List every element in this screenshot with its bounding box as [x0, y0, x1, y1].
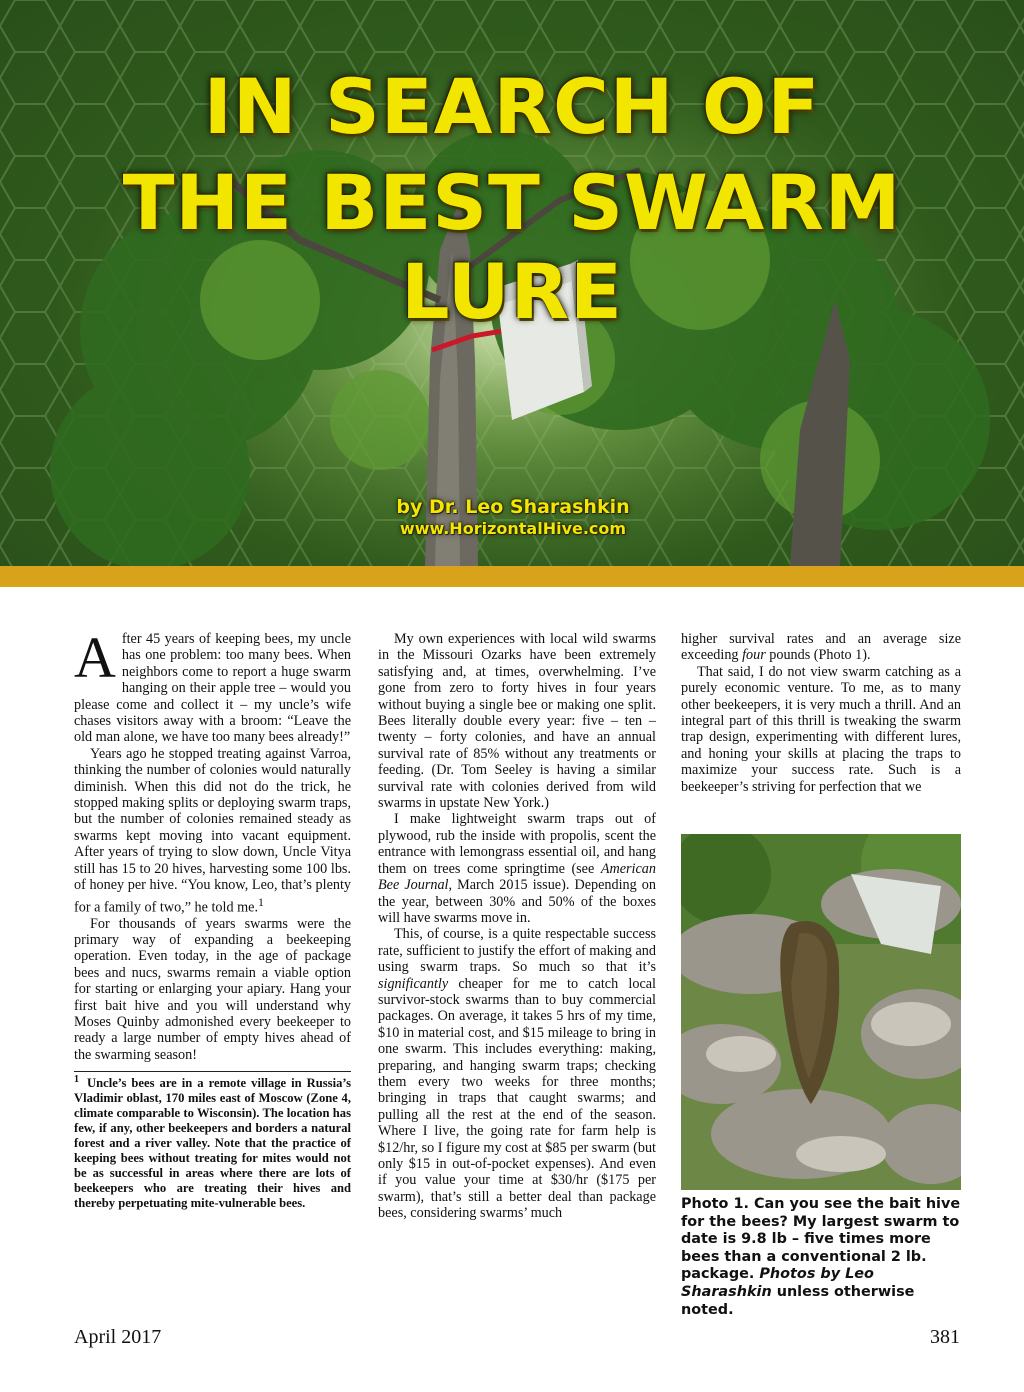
drop-cap: A	[74, 625, 116, 690]
swarm-photo-image	[681, 834, 961, 1190]
column-3	[681, 631, 961, 795]
paragraph-4: My own experiences with local wild swarms in the Missouri Ozarks have been extremely satisfying and, at times, overwhelming. I’ve gone from zero to forty hives in four years without buying a single bee or making one split. Bees literally double every year: five – ten – twenty – forty colonies, and have an annual survival rate of 85% without any treatments or feeding. (Dr. Tom Seeley is having a similar survival rate with colonies derived from wild swarms in upstate New York.)	[378, 631, 656, 812]
column-2	[378, 631, 656, 1222]
footnote	[74, 1072, 351, 1211]
paragraph-7-text-a: higher survival rates and an average size exceeding	[681, 631, 961, 664]
paragraph-2	[74, 746, 351, 916]
emphasis-significantly: significantly	[378, 975, 449, 992]
photo-caption	[681, 1196, 963, 1319]
caption-text-b: unless otherwise noted.	[681, 1283, 915, 1318]
author-website: www.HorizontalHive.com	[399, 519, 627, 538]
column-1	[74, 625, 351, 1211]
caption-text-a: Photo 1. Can you see the bait hive for the bees? My largest swarm to date is 9.8 lb – five times more bees than a conventional 2 lb. package.	[681, 1196, 961, 1283]
footnote-reference: 1	[258, 894, 264, 909]
emphasis-four: four	[742, 647, 766, 664]
paragraph-7	[681, 631, 961, 664]
paragraph-1-text: fter 45 years of keeping bees, my uncle has one problem: too many bees. When neighbors come to report a huge swarm hanging on their apple tree – would you please come and collect it – my uncle’s wife chases visitors away with a broom: “Leave the old man alone, we have too many bees already!”	[74, 631, 351, 746]
page-number: 381	[930, 1326, 960, 1348]
article-title-line-1: IN SEARCH OF	[203, 62, 821, 151]
paragraph-2-text: Years ago he stopped treating against Varroa, thinking the number of colonies would naturally diminish. When this did not do the trick, he stopped making splits or deploying swarm traps, but the number of colonies remained steady as swarms kept moving into vacant equipment. After years of trying to slow down, Uncle Vitya still has 15 to 20 hives, harvesting some 100 lbs. of honey per hive. “You know, Leo, that’s plenty for a family of two,” he told me.	[74, 745, 351, 916]
paragraph-7-text-b: pounds (Photo 1).	[765, 647, 871, 664]
gold-divider-bar	[0, 566, 1024, 587]
paragraph-5	[378, 811, 656, 926]
caption-credit: Photos by Leo Sharashkin	[681, 1266, 874, 1300]
footnote-number: 1	[74, 1074, 79, 1086]
paragraph-6	[378, 926, 656, 1221]
hero-banner	[0, 0, 1024, 566]
paragraph-8: That said, I do not view swarm catching as a purely economic venture. To me, as to many other beekeepers, it is very much a thrill. And an integral part of this thrill is tweaking the swarm trap design, experimenting with different lures, and honing your skills at placing the traps to maximize your success rate. Such is a beekeeper’s striving for perfection that we	[681, 663, 961, 795]
journal-title: American Bee Journal	[378, 860, 656, 894]
paragraph-3: For thousands of years swarms were the primary way of expanding a beekeeping operation. Even today, in the age of package bees and nucs, swarms remain a viable option for starting or enlarging your apiary. Hang your first bait hive and you will understand why Moses Quinby admonished every beekeeper to ready a large number of empty hives ahead of the swarming season!	[74, 915, 351, 1063]
author-byline: by Dr. Leo Sharashkin	[396, 496, 630, 518]
paragraph-6-text-a: This, of course, is a quite respectable success rate, sufficient to justify the effort of making and using swarm traps. So much so that it’s	[378, 926, 656, 976]
paragraph-5-text-b: , March 2015 issue). Depending on the year, between 30% and 50% of the boxes will have swarms move in.	[378, 877, 656, 926]
paragraph-5-text-a: I make lightweight swarm traps out of plywood, rub the inside with propolis, scent the entrance with lemongrass essential oil, and hang them on trees come springtime (see	[378, 811, 656, 877]
article-title-line-2: THE BEST SWARM LURE	[122, 158, 902, 336]
footnote-text: Uncle’s bees are in a remote village in Russia’s Vladimir oblast, 170 miles east of Moscow (Zone 4, climate comparable to Wisconsin). The location has few, if any, other beekeepers and borders a natural forest and a river valley. Note that the practice of keeping bees without treating for mites would not be as successful in areas where there are lots of beekeepers who are treating their hives and thereby perpetuating mite-vulnerable bees.	[74, 1076, 351, 1211]
photo-1-swarm	[681, 834, 961, 1190]
byline	[382, 496, 644, 540]
paragraph-6-text-b: cheaper for me to catch local survivor-stock swarms than to buy commercial packages. On average, it takes 5 hrs of my time, $10 in material cost, and $15 mileage to bring in one swarm. This includes everything: making, preparing, and hanging swarm traps; checking them every two weeks for three months; bringing in traps that caught swarms; and pulling all the rest at the end of the season. Where I live, the going rate for farm help is $12/hr, so I figure my cost at $85 per swarm (but only $15 in out-of-pocket expenses). And even if you value your time at $30/hr ($175 per swarm), that’s still a better deal than package bees, considering swarms’ much	[378, 975, 656, 1222]
issue-date: April 2017	[74, 1326, 162, 1348]
paragraph-intro	[74, 625, 351, 746]
